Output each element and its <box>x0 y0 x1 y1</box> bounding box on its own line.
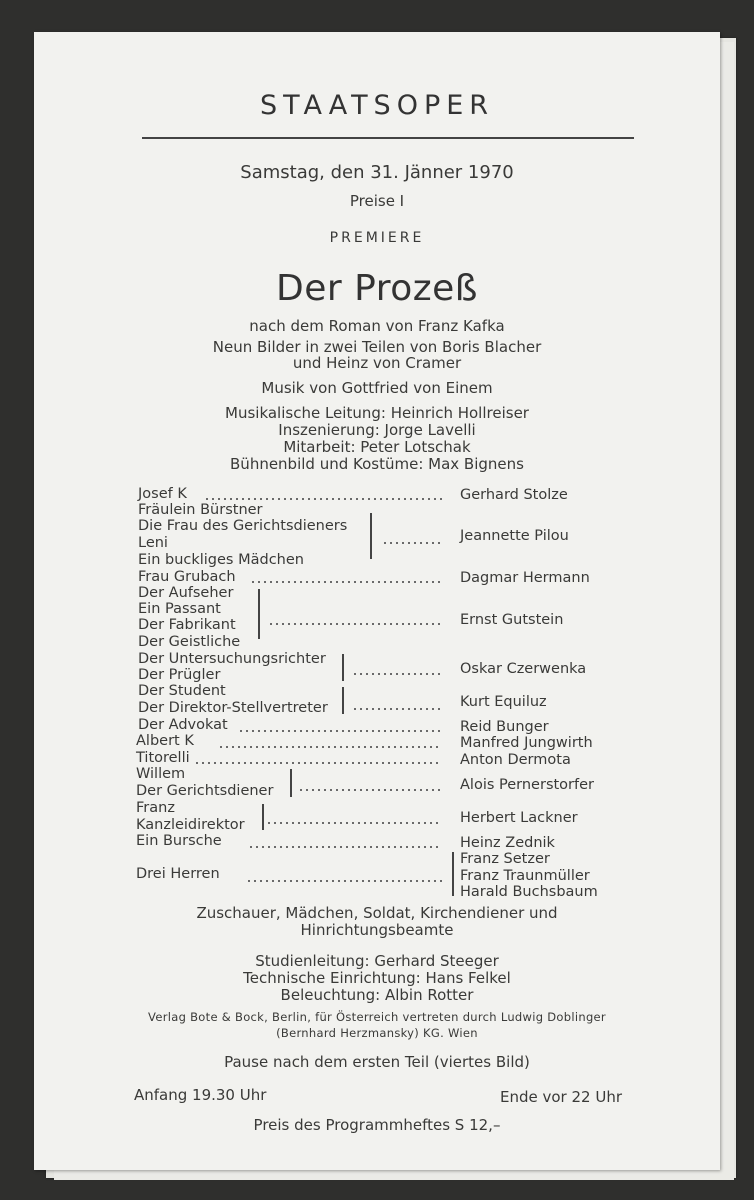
leader-dots <box>266 822 440 824</box>
role-titorelli: Titorelli <box>136 750 190 766</box>
director-credit: Inszenierung: Jorge Lavelli <box>278 421 476 439</box>
brace-left <box>370 513 372 559</box>
singer-gerhard-stolze: Gerhard Stolze <box>460 487 568 503</box>
premiere-label: PREMIERE <box>329 230 425 246</box>
brace-left <box>290 769 292 797</box>
leader-dots <box>218 746 440 748</box>
assistant-credit: Mitarbeit: Peter Lotschak <box>283 438 471 456</box>
singer-ernst-gutstein: Ernst Gutstein <box>460 612 564 628</box>
role-buckliges-madchen: Ein buckliges Mädchen <box>138 552 304 568</box>
role-willem: Willem <box>136 766 186 782</box>
singer-franz-traunmuller: Franz Traunmüller <box>460 868 590 884</box>
credit-line-1: nach dem Roman von Franz Kafka <box>249 317 505 335</box>
singer-franz-setzer: Franz Setzer <box>460 851 550 867</box>
singer-oskar-czerwenka: Oskar Czerwenka <box>460 661 587 677</box>
role-leni: Leni <box>138 535 168 551</box>
role-student: Der Student <box>138 683 226 699</box>
brace-left <box>342 654 344 681</box>
program-price: Preis des Programmheftes S 12,– <box>253 1116 501 1134</box>
brace-left <box>258 589 260 639</box>
role-bursche: Ein Bursche <box>136 833 222 849</box>
study-credit: Studienleitung: Gerhard Steeger <box>255 952 499 970</box>
brace-left <box>262 804 264 830</box>
role-kanzleidirektor: Kanzleidirektor <box>136 817 245 833</box>
role-aufseher: Der Aufseher <box>138 585 234 601</box>
leader-dots <box>194 762 440 764</box>
start-time: Anfang 19.30 Uhr <box>134 1086 267 1104</box>
lighting-credit: Beleuchtung: Albin Rotter <box>280 986 474 1004</box>
singer-manfred-jungwirth: Manfred Jungwirth <box>460 735 593 751</box>
extras-line-1: Zuschauer, Mädchen, Soldat, Kirchendiener und <box>196 904 558 922</box>
conductor-credit: Musikalische Leitung: Heinrich Hollreiser <box>225 404 529 422</box>
role-passant: Ein Passant <box>138 601 221 617</box>
role-fraulein-burstner: Fräulein Bürstner <box>138 502 263 518</box>
role-untersuchungsrichter: Der Untersuchungsrichter <box>138 651 326 667</box>
role-frau-des-gerichtsdieners: Die Frau des Gerichtsdieners <box>138 518 348 534</box>
role-drei-herren: Drei Herren <box>136 866 220 882</box>
leader-dots <box>352 673 440 675</box>
singer-harald-buchsbaum: Harald Buchsbaum <box>460 884 598 900</box>
leader-dots <box>298 789 440 791</box>
role-prugler: Der Prügler <box>138 667 221 683</box>
singer-herbert-lackner: Herbert Lackner <box>460 810 578 826</box>
leader-dots <box>246 880 442 882</box>
singer-kurt-equiluz: Kurt Equiluz <box>460 694 547 710</box>
role-josef-k: Josef K <box>138 486 187 502</box>
brace-right <box>452 852 454 896</box>
role-frau-grubach: Frau Grubach <box>138 569 236 585</box>
leader-dots <box>382 542 442 544</box>
end-time: Ende vor 22 Uhr <box>500 1088 622 1106</box>
role-fabrikant: Der Fabrikant <box>138 617 236 633</box>
credit-line-2: Neun Bilder in zwei Teilen von Boris Blacher <box>212 338 542 356</box>
singer-anton-dermota: Anton Dermota <box>460 752 571 768</box>
leader-dots <box>238 730 440 732</box>
role-gerichtsdiener: Der Gerichtsdiener <box>136 783 274 799</box>
tech-credit: Technische Einrichtung: Hans Felkel <box>243 969 511 987</box>
leader-dots <box>268 623 442 625</box>
price-category: Preise I <box>349 192 405 210</box>
extras-line-2: Hinrichtungsbeamte <box>300 921 454 939</box>
role-advokat: Der Advokat <box>138 717 228 733</box>
design-credit: Bühnenbild und Kostüme: Max Bignens <box>230 455 524 473</box>
singer-reid-bunger: Reid Bunger <box>460 719 549 735</box>
music-credit: Musik von Gottfried von Einem <box>261 379 493 397</box>
singer-jeannette-pilou: Jeannette Pilou <box>460 528 569 544</box>
singer-dagmar-hermann: Dagmar Hermann <box>460 570 590 586</box>
role-franz: Franz <box>136 800 175 816</box>
brace-left <box>342 687 344 714</box>
pause-note: Pause nach dem ersten Teil (viertes Bild) <box>224 1053 530 1071</box>
leader-dots <box>352 708 440 710</box>
role-albert-k: Albert K <box>136 733 194 749</box>
credit-line-3: und Heinz von Cramer <box>292 354 462 372</box>
leader-dots <box>248 846 440 848</box>
leader-dots <box>204 498 442 500</box>
leader-dots <box>250 581 442 583</box>
role-direktor-stellvertreter: Der Direktor-Stellvertreter <box>138 700 328 716</box>
publisher-line-1: Verlag Bote & Bock, Berlin, für Österreich vertreten durch Ludwig Doblinger <box>148 1010 606 1024</box>
playbill-page <box>34 32 720 1170</box>
role-geistliche: Der Geistliche <box>138 634 241 650</box>
opera-title: Der Prozeß <box>276 268 478 309</box>
publisher-line-2: (Bernhard Herzmansky) KG. Wien <box>276 1026 478 1040</box>
singer-heinz-zednik: Heinz Zednik <box>460 835 555 851</box>
performance-date: Samstag, den 31. Jänner 1970 <box>240 162 514 183</box>
opera-house-name: STAATSOPER <box>259 90 495 121</box>
singer-alois-pernerstorfer: Alois Pernerstorfer <box>460 777 594 793</box>
